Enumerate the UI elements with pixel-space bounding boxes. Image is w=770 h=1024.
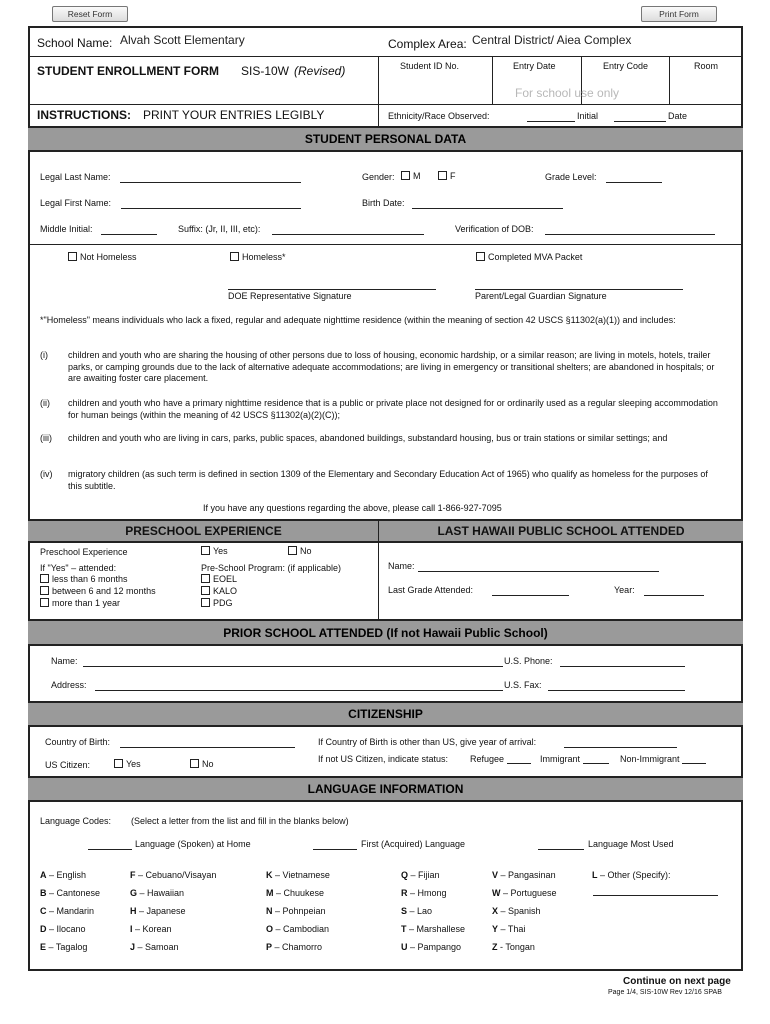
gender-label: Gender: xyxy=(362,172,395,182)
form-frame xyxy=(28,26,743,971)
parent-signature-field[interactable] xyxy=(475,280,683,290)
non-immigrant-option[interactable]: Non-Immigrant xyxy=(620,754,706,764)
gender-m-checkbox[interactable]: M xyxy=(401,171,421,181)
country-of-birth-label: Country of Birth: xyxy=(45,737,111,747)
complex-area-label: Complex Area: xyxy=(388,37,467,51)
prior-address-label: Address: xyxy=(51,680,87,690)
legal-last-name-label: Legal Last Name: xyxy=(40,172,111,182)
school-name-field[interactable]: Alvah Scott Elementary xyxy=(120,33,245,47)
preschool-program-label: Pre-School Program: (if applicable) xyxy=(201,563,342,573)
prior-name-label: Name: xyxy=(51,656,78,666)
legal-first-name-label: Legal First Name: xyxy=(40,198,112,208)
mva-packet-checkbox[interactable]: Completed MVA Packet xyxy=(476,252,582,262)
language-code-item: T – Marshallese xyxy=(401,924,466,934)
language-code-item: L – Other (Specify): xyxy=(592,870,671,880)
verification-dob-field[interactable] xyxy=(545,225,715,235)
year-of-arrival-field[interactable] xyxy=(564,738,677,748)
language-code-item: Z - Tongan xyxy=(492,942,535,952)
last-hawaii-header: LAST HAWAII PUBLIC SCHOOL ATTENDED xyxy=(378,519,743,543)
language-code-item: F – Cebuano/Visayan xyxy=(130,870,217,880)
school-name-label: School Name: xyxy=(37,36,113,50)
parent-signature-caption: Parent/Legal Guardian Signature xyxy=(475,291,607,301)
language-code-item: P – Chamorro xyxy=(266,942,323,952)
language-codes-col-3 xyxy=(266,866,330,956)
us-citizen-yes-checkbox[interactable]: Yes xyxy=(114,759,141,769)
language-code-item: M – Chuukese xyxy=(266,888,325,898)
year-of-arrival-label: If Country of Birth is other than US, give year of arrival: xyxy=(318,737,537,747)
language-code-item: Q – Fijian xyxy=(401,870,440,880)
language-codes-col-2 xyxy=(130,866,216,956)
language-code-item: W – Portuguese xyxy=(492,888,557,898)
spoken-language-field[interactable] xyxy=(88,840,132,850)
print-form-button[interactable]: Print Form xyxy=(641,6,717,22)
language-code-item: J – Samoan xyxy=(130,942,179,952)
us-phone-label: U.S. Phone: xyxy=(504,656,553,666)
citizen-status-label: If not US Citizen, indicate status: xyxy=(318,754,449,764)
student-id-header: Student ID No. xyxy=(400,61,460,71)
instructions-text: PRINT YOUR ENTRIES LEGIBLY xyxy=(143,108,325,122)
preschool-yes-checkbox[interactable]: Yes xyxy=(201,546,228,556)
most-used-language-field[interactable] xyxy=(538,840,584,850)
language-code-item: Y – Thai xyxy=(492,924,526,934)
first-language-field[interactable] xyxy=(313,840,357,850)
other-language-field[interactable] xyxy=(593,886,718,896)
language-code-item: A – English xyxy=(40,870,87,880)
suffix-label: Suffix: (Jr, II, III, etc): xyxy=(178,224,261,234)
homeless-checkbox[interactable]: Homeless* xyxy=(230,252,286,262)
language-codes-label: Language Codes: xyxy=(40,816,112,826)
room-header: Room xyxy=(694,61,719,71)
homeless-item-iii: (iii) children and youth who are living in cars, parks, public spaces, abandoned buildings, substandard housing, bus or train stations or similar settings; and xyxy=(40,433,668,443)
date-label: Date xyxy=(668,111,688,121)
legal-first-name-field[interactable] xyxy=(121,199,301,209)
language-header: LANGUAGE INFORMATION xyxy=(28,776,743,802)
homeless-item-ii: (ii) children and youth who have a primary nighttime residence that is a public or private place not designed for or ordinarily used as a regular sleeping accommodation for human beings (within the meaning of 42 USCS §11302(a)(2)(C)); xyxy=(40,398,718,420)
language-code-item: B – Cantonese xyxy=(40,888,101,898)
less-than-6-months-checkbox[interactable]: less than 6 months xyxy=(40,574,128,584)
homeless-item-iv: (iv) migratory children (as such term is defined in section 1309 of the Elementary and Secondary Education Act of 1965) who qualify as homeless for the purposes of this subtitle. xyxy=(40,469,708,491)
language-code-item: H – Japanese xyxy=(130,906,186,916)
last-school-name-field[interactable] xyxy=(418,562,659,572)
first-language-label: First (Acquired) Language xyxy=(361,839,466,849)
last-grade-field[interactable] xyxy=(492,586,569,596)
us-citizen-no-checkbox[interactable]: No xyxy=(190,759,214,769)
language-code-item: K – Vietnamese xyxy=(266,870,330,880)
middle-initial-field[interactable] xyxy=(101,225,157,235)
page-number: Page 1/4, SIS-10W Rev 12/16 SPAB xyxy=(608,989,722,996)
language-code-item: U – Pampango xyxy=(401,942,462,952)
immigrant-option[interactable]: Immigrant xyxy=(540,754,609,764)
homeless-item-i: (i) children and youth who are sharing the housing of other persons due to loss of housing, economic hardship, or a similar reason; are living in motels, hotels, trailer parks, or camping grounds due to the lack of alternative adequate accommodations; are living in emergency or transitional shelters; are abandoned in hospitals; or are awaiting foster care placement. xyxy=(40,350,715,383)
citizenship-header: CITIZENSHIP xyxy=(28,701,743,727)
instructions-label: INSTRUCTIONS: xyxy=(37,108,131,122)
us-phone-field[interactable] xyxy=(560,657,685,667)
complex-area-field[interactable]: Central District/ Aiea Complex xyxy=(472,33,632,47)
questions-phone-note: If you have any questions regarding the above, please call 1-866-927-7095 xyxy=(203,503,502,513)
suffix-field[interactable] xyxy=(272,225,424,235)
grade-level-field[interactable] xyxy=(606,173,662,183)
middle-initial-label: Middle Initial: xyxy=(40,224,93,234)
between-6-12-months-checkbox[interactable]: between 6 and 12 months xyxy=(40,586,156,596)
form-title: STUDENT ENROLLMENT FORM xyxy=(37,64,219,78)
spoken-language-label: Language (Spoken) at Home xyxy=(135,839,251,849)
us-fax-field[interactable] xyxy=(548,681,685,691)
preschool-header: PRESCHOOL EXPERIENCE xyxy=(28,519,379,543)
birth-date-field[interactable] xyxy=(412,199,563,209)
form-code: SIS-10W xyxy=(241,64,290,78)
school-use-only-note: For school use only xyxy=(515,86,620,100)
us-fax-label: U.S. Fax: xyxy=(504,680,542,690)
gender-f-checkbox[interactable]: F xyxy=(438,171,456,181)
preschool-no-checkbox[interactable]: No xyxy=(288,546,312,556)
preschool-experience-label: Preschool Experience xyxy=(40,547,128,557)
language-code-item: O – Cambodian xyxy=(266,924,330,934)
homeless-definition: *"Homeless" means individuals who lack a fixed, regular and adequate nighttime residence (within the meaning of section 42 USCS §11302(a)(1)) and includes: xyxy=(40,315,676,325)
last-grade-label: Last Grade Attended: xyxy=(388,585,474,595)
us-citizen-label: US Citizen: xyxy=(45,760,91,770)
if-yes-attended-label: If "Yes" – attended: xyxy=(40,563,117,573)
kalo-checkbox[interactable]: KALO xyxy=(201,586,237,596)
language-codes-col-6 xyxy=(592,866,671,884)
eoel-checkbox[interactable]: EOEL xyxy=(201,574,237,584)
more-than-1-year-checkbox[interactable]: more than 1 year xyxy=(40,598,120,608)
verification-dob-label: Verification of DOB: xyxy=(455,224,534,234)
doe-signature-field[interactable] xyxy=(228,280,436,290)
language-code-item: D – Ilocano xyxy=(40,924,86,934)
entry-code-header: Entry Code xyxy=(603,61,649,71)
language-codes-col-4 xyxy=(401,866,465,956)
ethnicity-label: Ethnicity/Race Observed: xyxy=(388,111,490,121)
language-code-item: I – Korean xyxy=(130,924,172,934)
prior-school-header: PRIOR SCHOOL ATTENDED (If not Hawaii Public School) xyxy=(28,619,743,646)
reset-form-button[interactable]: Reset Form xyxy=(52,6,128,22)
initial-label: Initial xyxy=(577,111,599,121)
form-revised: (Revised) xyxy=(294,64,346,78)
pdg-checkbox[interactable]: PDG xyxy=(201,598,233,608)
country-of-birth-field[interactable] xyxy=(120,738,295,748)
personal-data-header: STUDENT PERSONAL DATA xyxy=(28,126,743,152)
language-code-item: V – Pangasinan xyxy=(492,870,556,880)
grade-level-label: Grade Level: xyxy=(545,172,597,182)
language-codes-hint: (Select a letter from the list and fill in the blanks below) xyxy=(131,816,349,826)
last-school-name-label: Name: xyxy=(388,561,415,571)
legal-last-name-field[interactable] xyxy=(120,173,301,183)
not-homeless-checkbox[interactable]: Not Homeless xyxy=(68,252,137,262)
continue-note: Continue on next page xyxy=(623,976,731,987)
birth-date-label: Birth Date: xyxy=(362,198,405,208)
language-code-item: R – Hmong xyxy=(401,888,447,898)
year-label: Year: xyxy=(614,585,635,595)
year-field[interactable] xyxy=(644,586,704,596)
prior-name-field[interactable] xyxy=(83,657,503,667)
language-code-item: S – Lao xyxy=(401,906,433,916)
refugee-option[interactable]: Refugee xyxy=(470,754,531,764)
language-code-item: E – Tagalog xyxy=(40,942,88,952)
most-used-language-label: Language Most Used xyxy=(588,839,674,849)
language-code-item: N – Pohnpeian xyxy=(266,906,326,916)
language-code-item: C – Mandarin xyxy=(40,906,95,916)
language-codes-col-5 xyxy=(492,866,557,956)
language-codes-col-1 xyxy=(40,866,100,956)
prior-address-field[interactable] xyxy=(95,681,503,691)
language-code-item: G – Hawaiian xyxy=(130,888,185,898)
entry-date-header: Entry Date xyxy=(513,61,556,71)
doe-signature-caption: DOE Representative Signature xyxy=(228,291,352,301)
language-code-item: X – Spanish xyxy=(492,906,541,916)
